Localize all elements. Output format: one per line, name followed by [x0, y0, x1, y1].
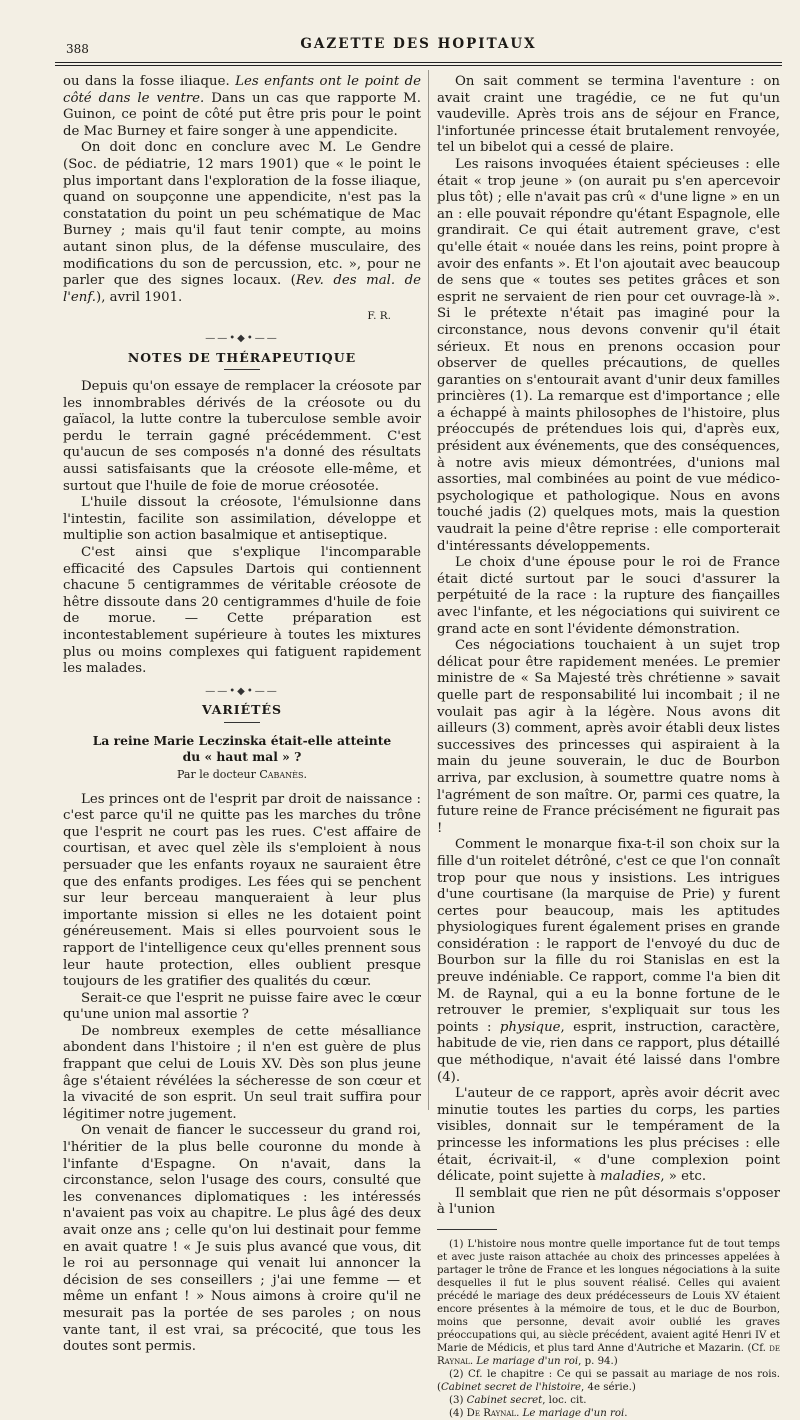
footnotes — [437, 1238, 780, 1420]
ornament-divider: ——•◆•—— — [205, 685, 279, 697]
paragraph: Comment le monarque fixa-t-il son choix sur la fille d'un roitelet détrôné, c'est ce que l'on connaît trop pour que nous y insistions. Les intrigues d'une courtisane (la marquise de Prie) y furent certes pour beaucoup, mais les aptitudes physiologiques furent également prises en grande considération : le rapport de l'envoyé du duc de Bourbon sur la fille du roi Stanislas en est la preuve indéniable. Ce rapport, comme l'a bien dit M. de Raynal, qui a eu la bonne fortune de le retrouver le premier, s'expliquait sur tous les points : physique, esprit, instruction, caractère, habitude de vie, rien dans ce rapport, plus détaillé que méthodique, n'avait été laissé dans l'ombre (4). — [437, 837, 780, 1085]
footnote-2: (2) Cf. le chapitre : Ce qui se passait au mariage de nos rois. (Cabinet secret de l'histoire, 4e série.) — [437, 1368, 780, 1393]
paragraph: Depuis qu'on essaye de remplacer la créosote par les innombrables dérivés de la créosote ou du gaïacol, la lutte contre la tuberculose semble avoir perdu le terrain gagné précédemment. C'est qu'aucun de ses composés n'a donné des résultats aussi satisfaisants que la créosote elle-même, et surtout que l'huile de foie de morue créosotée. — [63, 379, 421, 494]
running-title: GAZETTE DES HOPITAUX — [300, 36, 537, 52]
paragraph: C'est ainsi que s'explique l'incomparable efficacité des Capsules Dartois qui contiennent chacune 5 centigrammes de véritable créosote de hêtre dissoute dans 20 centigrammes d'huile de foie de morue. — Cette préparation est incontestablement supérieure à toutes les mixtures plus ou moins complexes qui fatiguent rapidement les malades. — [63, 545, 421, 677]
paragraph: Les raisons invoquées étaient spécieuses : elle était « trop jeune » (on aurait pu s'en apercevoir plus tôt) ; elle n'avait pas crû « d'une ligne » en un an : elle pouvait répondre qu'étant Espagnole, elle grandirait. Ce qui était autrement grave, c'est qu'elle était « nouée dans les reins, point propre à avoir des enfants ». Et l'on ajoutait avec beaucoup de sens que « toutes ses petites grâces et son esprit ne servaient de rien pour cet ouvrage-là ». Si le prétexte n'était pas imaginé pour la circonstance, nous devons convenir qu'il était sérieux. Et nous en prenons occasion pour observer de quelles précautions, de quelles garanties on s'entourait avant d'unir deux familles princières (1). La remarque est d'importance ; elle a échappé à maints philosophes de l'histoire, plus préoccupés de prétendues lois qui, d'après eux, président aux événements, que des conséquences, à notre avis mieux démontrées, d'unions mal assorties, mal combinées au point de vue médico-psychologique et pathologique. Nous en avons touché jadis (2) quelques mots, mais la question vaudrait la peine d'être reprise : elle comporterait d'intéressants développements. — [437, 156, 780, 554]
paragraph: L'auteur de ce rapport, après avoir décrit avec minutie toutes les parties du corps, les parties visibles, donnait sur le tempérament de la princesse les informations les plus précises : elle était, écrivait-il, « d'une complexion point délicate, point sujette à maladies, » etc. — [437, 1086, 780, 1185]
right-column — [437, 74, 780, 1420]
paragraph: ou dans la fosse iliaque. Les enfants ont le point de côté dans le ventre. Dans un cas que rapporte M. Guinon, ce point de côté put être pris pour le point de Mac Burney et faire songer à une appendicite. — [63, 74, 421, 139]
section-rule — [224, 369, 260, 370]
byline: Par le docteur Cabanès. — [176, 767, 307, 781]
paragraph: Les princes ont de l'esprit par droit de naissance : c'est parce qu'il ne quitte pas les marches du trône que l'esprit ne court pas les rues. C'est affaire de courtisan, et avec quel zèle ils s'emploient à nous persuader que les enfants royaux ne sauraient être que des enfants prodiges. Les fées qui se penchent sur leur berceau manqueraient à leur plus importante mission si elles ne les dotaient point généreusement. Mais si elles pourvoient sous le rapport de l'intelligence ceux qu'elles prennent sous leur haute protection, elles oublient presque toujours de les gratifier des qualités du cœur. — [63, 791, 421, 990]
footnote-1: (1) L'histoire nous montre quelle importance fut de tout temps et avec juste raison attachée au choix des princesses appelées à partager le trône de France et les longues négociations à la suite desquelles il fut le plus souvent réalisé. Celles qui avaient précédé le mariage des deux prédécesseurs de Louis XV étaient encore présentes à la mémoire de tous, et le duc de Bourbon, moins que personne, devait avoir oublié les graves préoccupations qui, au siècle précédent, avaient agité Henri IV et Marie de Médicis, et plus tard Anne d'Autriche et Mazarin. (Cf. de Raynal. Le mariage d'un roi, p. 94.) — [437, 1238, 780, 1367]
left-column — [63, 74, 421, 1356]
column-divider — [428, 70, 429, 1110]
footnote-4: (4) De Raynal. Le mariage d'un roi. — [449, 1407, 628, 1419]
footnote-3: (3) Cabinet secret, loc. cit. — [449, 1394, 587, 1406]
paragraph: Serait-ce que l'esprit ne puisse faire avec le cœur qu'une union mal assortie ? — [63, 990, 421, 1023]
header-rule — [55, 62, 782, 66]
article-title: La reine Marie Leczinska était-elle atteinte du « haut mal » ? — [92, 732, 392, 764]
paragraph: Ces négociations touchaient à un sujet trop délicat pour être rapidement menées. Le premier ministre de « Sa Majesté très chrétienne » savait quelle part de responsabilité lui incombait ; il ne voulait pas agir à la légère. Nous avons dit ailleurs (3) comment, après avoir établi deux listes successives des princesses qui aspiraient à la main du jeune souverain, le duc de Bourbon arriva, par exclusion, à soumettre quatre noms à l'agrément de son maître. Or, parmi ces quatre, la future reine de France précisément ne figurait pas ! — [437, 638, 780, 836]
paragraph: De nombreux exemples de cette mésalliance abondent dans l'histoire ; il n'en est guère de plus frappant que celui de Louis XV. Dès son plus jeune âge s'étaient révélées la sécheresse de son cœur et la vivacité de son esprit. Un seul trait suffira pour légitimer notre jugement. — [63, 1023, 421, 1122]
paragraph: Il semblait que rien ne pût désormais s'opposer à l'union — [437, 1185, 780, 1218]
page-header — [55, 34, 782, 58]
section-rule — [224, 722, 260, 723]
ornament-divider: ——•◆•—— — [205, 332, 279, 344]
author-initials: F. R. — [367, 310, 391, 323]
paragraph: L'huile dissout la créosote, l'émulsionne dans l'intestin, facilite son assimilation, développe et multiplie son action basalmique et antiseptique. — [63, 495, 421, 544]
paragraph: Le choix d'une épouse pour le roi de France était dicté surtout par le souci d'assurer la perpétuité de la race : la rupture des fiançailles avec l'infante, et les négociations qui suivirent ce grand acte en sont l'évidente démonstration. — [437, 555, 780, 637]
section-title-varietes: VARIÉTÉS — [201, 702, 283, 718]
footnote-rule — [437, 1229, 497, 1230]
paragraph: On doit donc en conclure avec M. Le Gendre (Soc. de pédiatrie, 12 mars 1901) que « le point le plus important dans l'exploration de la fosse iliaque, quand on soupçonne une appendicite, n'est pas la constatation du point un peu schématique de Mac Burney ; mais qu'il faut tenir compte, au moins autant sinon plus, de la défense musculaire, des modifications du son de percussion, etc. », pour ne parler que des signes locaux. (Rev. des mal. de l'enf.), avril 1901. — [63, 140, 421, 305]
section-title-therapeutique: NOTES DE THÉRAPEUTIQUE — [127, 349, 357, 365]
paragraph: On sait comment se termina l'aventure : on avait craint une tragédie, ce ne fut qu'un vaudeville. Après trois ans de séjour en France, l'infortunée princesse était brutalement renvoyée, tel un bibelot qui a cessé de plaire. — [437, 74, 780, 156]
page-number: 388 — [66, 42, 89, 56]
paragraph: On venait de fiancer le successeur du grand roi, l'héritier de la plus belle couronne du monde à l'infante d'Espagne. On n'avait, dans la circonstance, selon l'usage des cours, consulté que les convenances diplomatiques : les intéressés n'avaient pas voix au chapitre. Le plus âgé des deux avait onze ans ; celle qu'on lui destinait pour femme en avait quatre ! « Je suis plus avancé que vous, dit le roi au personnage qui venait lui annoncer la décision de ses conseillers ; j'ai une femme — et même un enfant ! » Nous aimons à croire qu'il ne mesurait pas la portée de ses paroles ; on nous vante tant, il est vrai, sa précocité, que tous les doutes sont permis. — [63, 1123, 421, 1355]
